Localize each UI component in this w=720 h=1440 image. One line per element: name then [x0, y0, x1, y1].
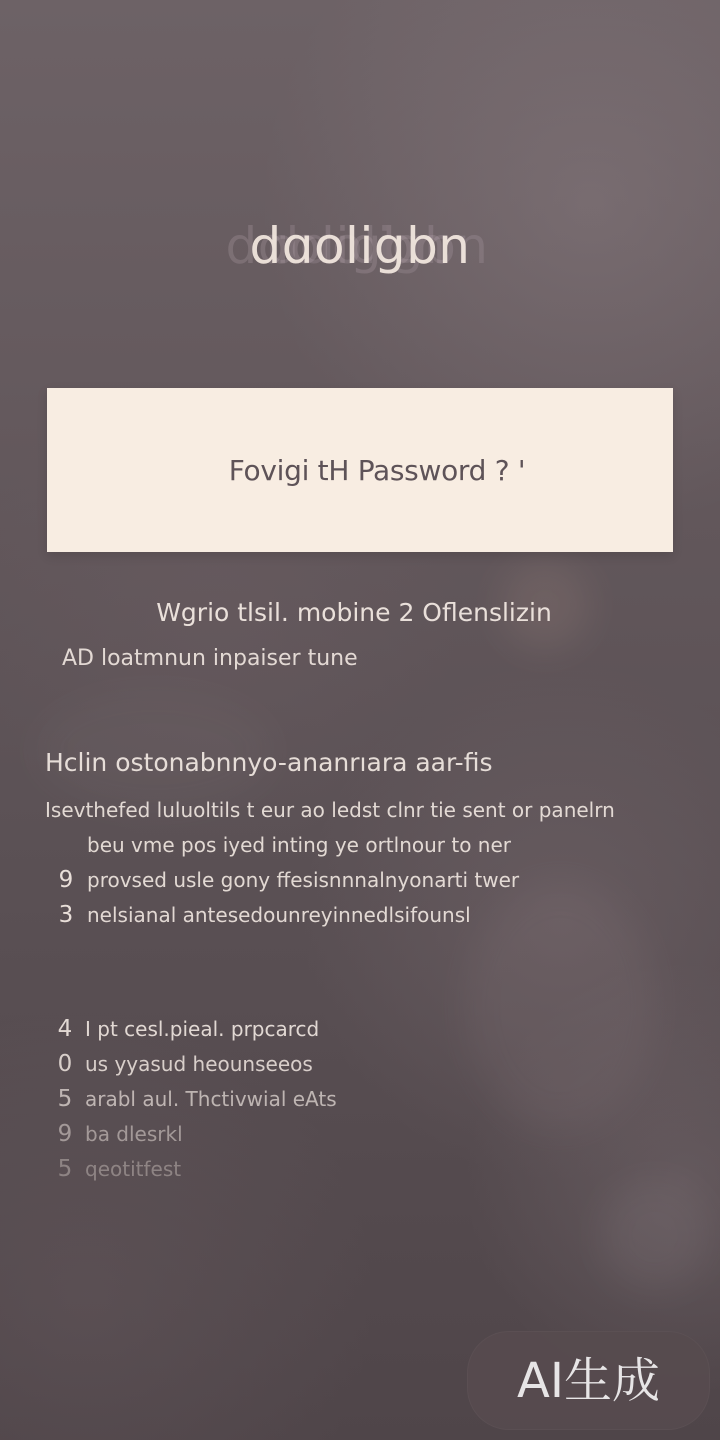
content-lines: [45, 793, 675, 933]
ai-generated-label: AI生成: [517, 1352, 660, 1409]
promo-subtitle: AD loatmnun inpaiser tune: [62, 646, 358, 671]
numbered-list: [45, 1012, 475, 1187]
list-item-number: 5: [57, 1156, 73, 1182]
section-heading: Hclin ostonabnnyo-ananrıara aar-fis: [45, 748, 493, 777]
app-title: dɑoligbn: [249, 217, 471, 275]
content-line-text: provsed usle gony ffesisnnnalnyonarti twer: [87, 868, 520, 892]
list-item-text: I pt cesl.pieal. prpcarcd: [85, 1017, 320, 1041]
list-item-text: ba dlesrkl: [85, 1122, 183, 1146]
content-line: [45, 863, 675, 898]
list-item-number: 4: [57, 1016, 73, 1042]
promo-title: Wgrio tlsil. mobine 2 Oflenslizin: [156, 598, 552, 627]
list-item: [45, 1047, 475, 1082]
content-line-number: 9: [58, 867, 74, 893]
content-line: [45, 828, 675, 863]
content-line-text: Isevthefed luluoltils t eur ao ledst clnr tie sent or panelrn: [45, 798, 615, 822]
content-line: [45, 898, 675, 933]
content-line-number: 3: [58, 902, 74, 928]
content-line: [45, 793, 675, 828]
content-line-text: nelsianal antesedounreyinnedlsifounsl: [87, 903, 471, 927]
list-item: [45, 1117, 475, 1152]
list-item-text: us yyasud heounseeos: [85, 1052, 313, 1076]
background-blur-spot: [600, 1180, 710, 1290]
ai-generated-badge: [467, 1331, 710, 1430]
list-item-number: 5: [57, 1086, 73, 1112]
list-item: [45, 1012, 475, 1047]
list-item: [45, 1082, 475, 1117]
forgot-password-label: Fovigi tH Password ? ': [228, 453, 526, 487]
list-item-number: 9: [57, 1121, 73, 1147]
list-item-number: 0: [57, 1051, 73, 1077]
content-line-text: beu vme pos iyed inting ye ortlnour to ner: [87, 833, 511, 857]
list-item: [45, 1152, 475, 1187]
list-item-text: qeotitfest: [85, 1157, 182, 1181]
list-item-text: arabl aul. Thctivwial eAts: [85, 1087, 337, 1111]
forgot-password-button[interactable]: [47, 388, 673, 552]
